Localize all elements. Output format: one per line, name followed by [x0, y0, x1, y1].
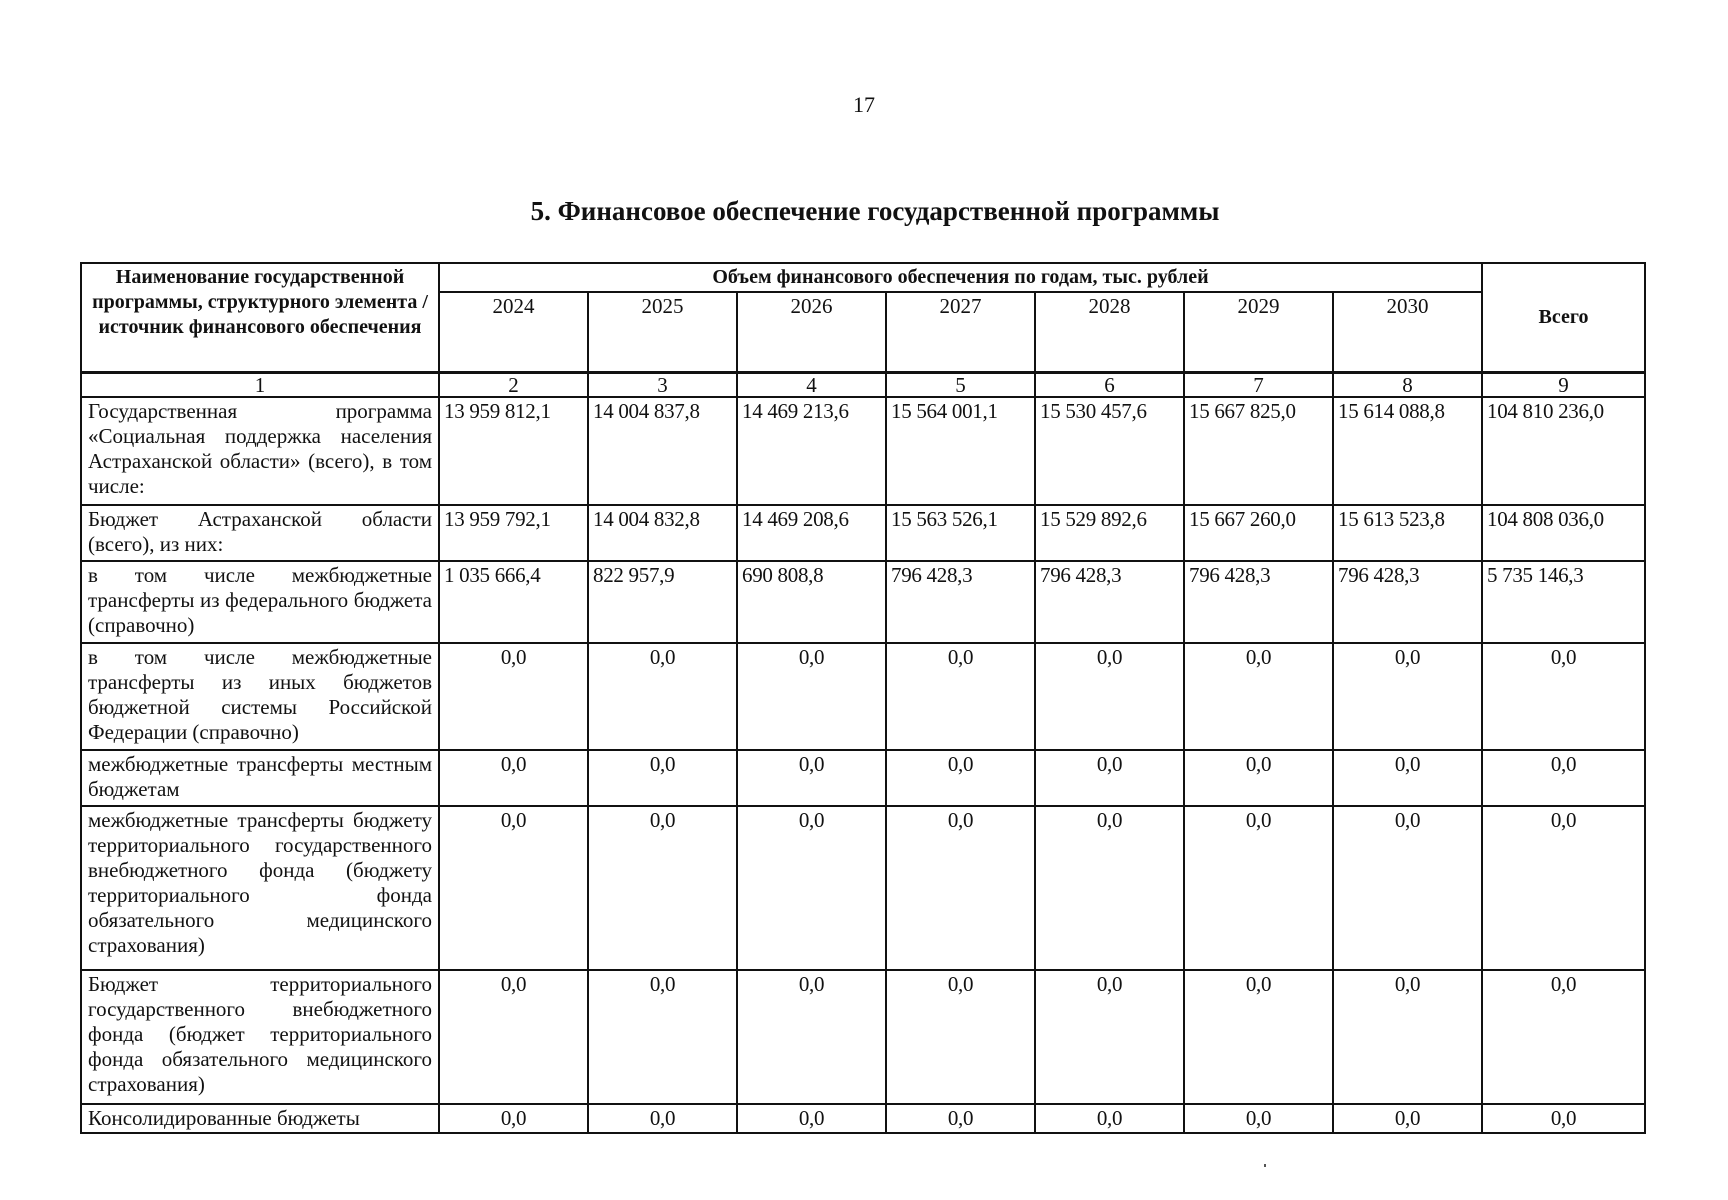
- row-name: межбюджетные трансферты местным бюджетам: [81, 750, 439, 806]
- column-number: 4: [737, 373, 886, 398]
- value-cell: 0,0: [1333, 970, 1482, 1104]
- value-cell: 0,0: [886, 750, 1035, 806]
- value-cell: 0,0: [1184, 643, 1333, 750]
- column-number: 6: [1035, 373, 1184, 398]
- column-number: 1: [81, 373, 439, 398]
- value-cell: 796 428,3: [1333, 561, 1482, 643]
- column-number: 8: [1333, 373, 1482, 398]
- section-title: 5. Финансовое обеспечение государственной программы: [530, 196, 1220, 226]
- row-name: Бюджет территориального государственного внебюджетного фонда (бюджет территориального фонда обязательного медицинского страхования): [81, 970, 439, 1104]
- value-cell-total: 104 808 036,0: [1482, 505, 1645, 561]
- value-cell: 0,0: [886, 970, 1035, 1104]
- column-number: 2: [439, 373, 588, 398]
- value-cell: 15 564 001,1: [886, 397, 1035, 505]
- value-cell-total: 0,0: [1482, 1104, 1645, 1133]
- value-cell: 0,0: [588, 970, 737, 1104]
- value-cell: 14 469 208,6: [737, 505, 886, 561]
- value-cell: 0,0: [737, 1104, 886, 1133]
- value-cell-total: 0,0: [1482, 970, 1645, 1104]
- value-cell: 15 614 088,8: [1333, 397, 1482, 505]
- value-cell: 796 428,3: [886, 561, 1035, 643]
- header-year: 2027: [886, 292, 1035, 373]
- value-cell: 822 957,9: [588, 561, 737, 643]
- value-cell: 796 428,3: [1035, 561, 1184, 643]
- column-number: 9: [1482, 373, 1645, 398]
- scan-speck: [1264, 1164, 1266, 1167]
- value-cell: 0,0: [588, 643, 737, 750]
- row-name: межбюджетные трансферты бюджету территориального государственного внебюджетного фонда (бюджету территориального фонда обязательного медицинского страхования): [81, 806, 439, 970]
- value-cell: 0,0: [737, 806, 886, 970]
- value-cell: 13 959 792,1: [439, 505, 588, 561]
- value-cell: 0,0: [1184, 806, 1333, 970]
- value-cell: 0,0: [439, 806, 588, 970]
- value-cell: 0,0: [1035, 970, 1184, 1104]
- value-cell: 690 808,8: [737, 561, 886, 643]
- value-cell-total: 0,0: [1482, 643, 1645, 750]
- value-cell: 15 667 825,0: [1184, 397, 1333, 505]
- header-name-column: Наименование государственной программы, структурного элемента / источник финансового обеспечения: [81, 263, 439, 373]
- value-cell: 0,0: [737, 750, 886, 806]
- value-cell: 1 035 666,4: [439, 561, 588, 643]
- value-cell: 0,0: [886, 643, 1035, 750]
- value-cell: 0,0: [737, 643, 886, 750]
- value-cell: 0,0: [1184, 750, 1333, 806]
- value-cell: 0,0: [1035, 643, 1184, 750]
- value-cell: 0,0: [1035, 750, 1184, 806]
- header-volume-group: Объем финансового обеспечения по годам, тыс. рублей: [439, 263, 1482, 292]
- header-year: 2025: [588, 292, 737, 373]
- row-name: Государственная программа «Социальная поддержка населения Астраханской области» (всего), в том числе:: [81, 397, 439, 505]
- column-number: 7: [1184, 373, 1333, 398]
- table-row: [81, 561, 1645, 643]
- header-year: 2024: [439, 292, 588, 373]
- value-cell: 0,0: [886, 806, 1035, 970]
- row-name: Бюджет Астраханской области (всего), из них:: [81, 505, 439, 561]
- value-cell: 0,0: [1333, 806, 1482, 970]
- table-row: [81, 1104, 1645, 1133]
- row-name: в том числе межбюджетные трансферты из иных бюджетов бюджетной системы Российской Федерации (справочно): [81, 643, 439, 750]
- table-row: [81, 505, 1645, 561]
- value-cell: 0,0: [439, 1104, 588, 1133]
- table-row: [81, 750, 1645, 806]
- header-year: 2030: [1333, 292, 1482, 373]
- table-row: [81, 643, 1645, 750]
- header-total: Всего: [1482, 263, 1645, 373]
- table-row: [81, 970, 1645, 1104]
- page-number: 17: [853, 92, 875, 117]
- row-name: Консолидированные бюджеты: [81, 1104, 439, 1133]
- value-cell: 14 004 837,8: [588, 397, 737, 505]
- value-cell: 796 428,3: [1184, 561, 1333, 643]
- value-cell: 0,0: [737, 970, 886, 1104]
- header-year: 2028: [1035, 292, 1184, 373]
- value-cell: 0,0: [439, 750, 588, 806]
- value-cell: 0,0: [439, 643, 588, 750]
- header-year: 2029: [1184, 292, 1333, 373]
- value-cell: 0,0: [1333, 643, 1482, 750]
- value-cell: 15 613 523,8: [1333, 505, 1482, 561]
- value-cell: 0,0: [886, 1104, 1035, 1133]
- value-cell: 0,0: [439, 970, 588, 1104]
- column-number: 5: [886, 373, 1035, 398]
- table-row: [81, 806, 1645, 970]
- value-cell-total: 0,0: [1482, 750, 1645, 806]
- value-cell: 15 530 457,6: [1035, 397, 1184, 505]
- financing-table: [80, 262, 1646, 1134]
- value-cell: 15 563 526,1: [886, 505, 1035, 561]
- value-cell: 0,0: [1035, 806, 1184, 970]
- value-cell: 0,0: [588, 806, 737, 970]
- value-cell: 0,0: [1184, 970, 1333, 1104]
- table-header-row: [81, 263, 1645, 292]
- value-cell: 0,0: [1333, 750, 1482, 806]
- table-row: [81, 397, 1645, 505]
- value-cell: 13 959 812,1: [439, 397, 588, 505]
- value-cell: 15 667 260,0: [1184, 505, 1333, 561]
- value-cell-total: 104 810 236,0: [1482, 397, 1645, 505]
- value-cell: 0,0: [588, 1104, 737, 1133]
- value-cell: 0,0: [1333, 1104, 1482, 1133]
- value-cell: 0,0: [1184, 1104, 1333, 1133]
- value-cell-total: 5 735 146,3: [1482, 561, 1645, 643]
- value-cell: 14 004 832,8: [588, 505, 737, 561]
- row-name: в том числе межбюджетные трансферты из федерального бюджета (справочно): [81, 561, 439, 643]
- value-cell: 15 529 892,6: [1035, 505, 1184, 561]
- column-number-row: [81, 373, 1645, 398]
- value-cell: 0,0: [588, 750, 737, 806]
- value-cell: 0,0: [1035, 1104, 1184, 1133]
- header-year: 2026: [737, 292, 886, 373]
- column-number: 3: [588, 373, 737, 398]
- value-cell: 14 469 213,6: [737, 397, 886, 505]
- value-cell-total: 0,0: [1482, 806, 1645, 970]
